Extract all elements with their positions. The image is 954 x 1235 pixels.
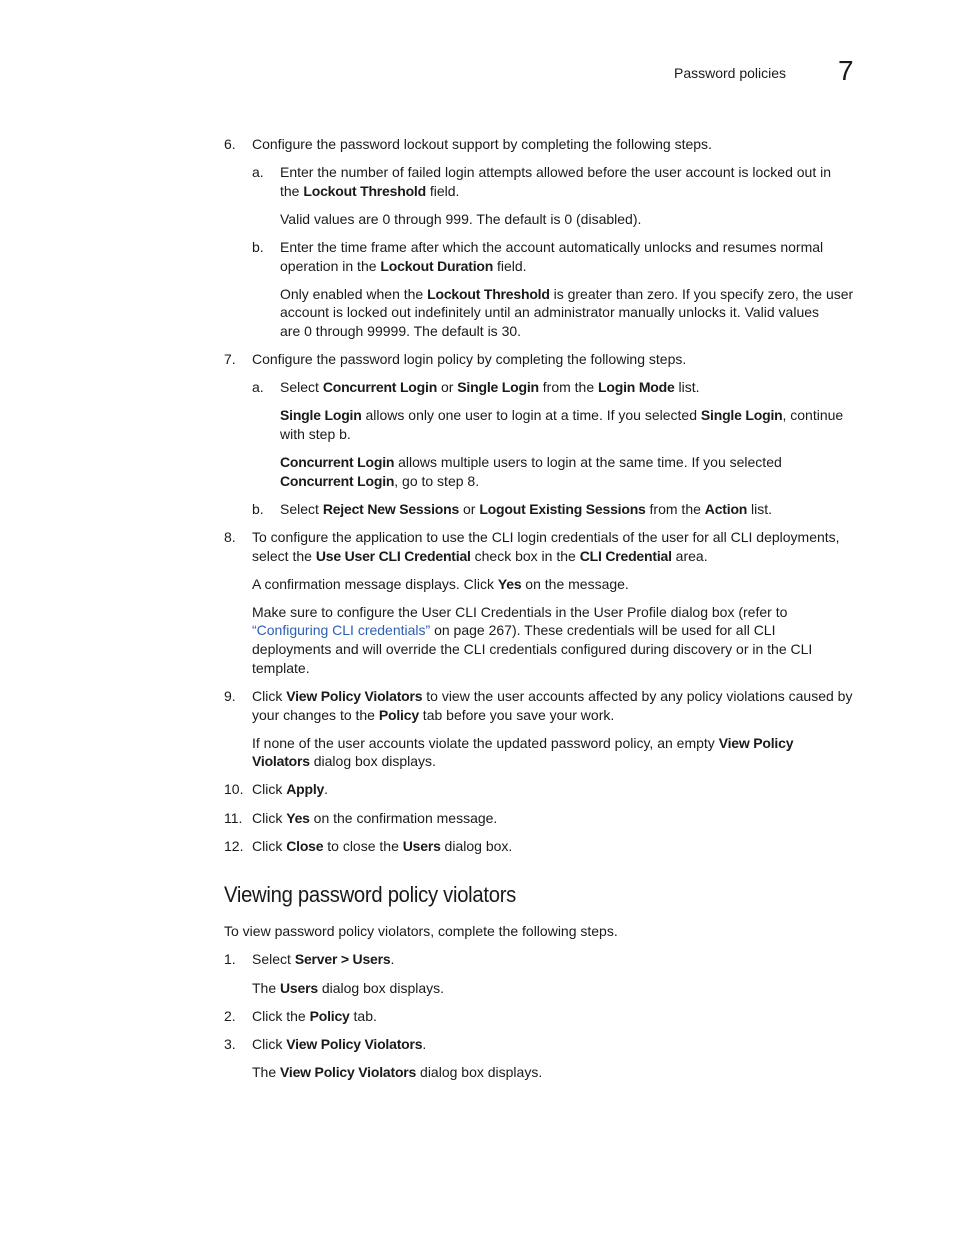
text-run: . (390, 951, 395, 967)
text-run: the (280, 183, 304, 199)
text-line (252, 734, 793, 753)
list-marker: 9. (224, 688, 236, 704)
ui-term: View Policy (718, 735, 794, 751)
ui-term: Use User CLI Credential (315, 548, 471, 564)
ui-term: Users (402, 838, 441, 854)
text-line (280, 406, 843, 425)
ui-term: Users (280, 980, 318, 996)
running-header-title: Password policies (674, 65, 787, 81)
text-run: list. (747, 501, 773, 517)
ui-term: Lockout Duration (380, 258, 494, 274)
ui-term: Login Mode (598, 379, 675, 395)
text-line (280, 285, 853, 304)
text-run: Click (252, 781, 287, 797)
text-line (252, 621, 775, 640)
text-run: check box in the (470, 548, 580, 564)
text-line (280, 322, 521, 341)
text-run: area. (671, 548, 708, 564)
text-run: Click (252, 1036, 287, 1052)
text-run: field. (493, 258, 527, 274)
section-heading: Viewing password policy violators (224, 882, 517, 907)
text-run: , continue (782, 407, 844, 423)
text-line (280, 472, 479, 491)
text-run: Click (252, 838, 287, 854)
ui-term: Close (286, 838, 324, 854)
text-run: are 0 through 99999. The default is 30. (280, 323, 522, 339)
ui-term: View Policy Violators (286, 1036, 423, 1052)
text-line (252, 528, 840, 547)
text-run: Select (252, 951, 295, 967)
text-line (252, 837, 512, 856)
text-line (252, 780, 328, 799)
text-run: to close the (323, 838, 403, 854)
text-run: with step b. (280, 426, 351, 442)
text-run: operation in the (280, 258, 381, 274)
list-marker: 10. (224, 781, 244, 797)
text-run: to view the user accounts affected by any policy violations caused by (422, 688, 853, 704)
ui-term: Concurrent Login (280, 454, 395, 470)
text-line (252, 809, 497, 828)
list-marker: 11. (224, 810, 243, 826)
ui-term: Policy (309, 1008, 350, 1024)
text-run: . (324, 781, 329, 797)
list-marker: 6. (224, 136, 236, 152)
text-line (252, 547, 708, 566)
ui-term: Concurrent Login (280, 473, 395, 489)
list-marker: a. (252, 379, 264, 395)
ui-term: View Policy Violators (286, 688, 423, 704)
text-run: Enter the time frame after which the account automatically unlocks and resumes normal (280, 239, 824, 255)
text-line (280, 500, 772, 519)
text-run: template. (252, 660, 310, 676)
text-run: from the (538, 379, 599, 395)
text-run: Click the (252, 1008, 310, 1024)
list-marker: 2. (224, 1008, 236, 1024)
text-run: Select (280, 501, 323, 517)
list-marker: 3. (224, 1036, 236, 1052)
text-run: Select (280, 379, 323, 395)
list-marker: b. (252, 501, 264, 517)
text-line (252, 659, 310, 678)
text-line (280, 238, 823, 257)
text-run: or (459, 501, 480, 517)
text-run: on the confirmation message. (309, 810, 498, 826)
text-line (252, 1035, 426, 1054)
ui-term: Logout Existing Sessions (479, 501, 646, 517)
text-run: Enter the number of failed login attempts allowed before the user account is locked out in (280, 164, 831, 180)
text-run: field. (425, 183, 460, 199)
text-run: from the (645, 501, 705, 517)
text-run: Click (252, 688, 287, 704)
ui-term: Lockout Threshold (303, 183, 426, 199)
text-run: on page 267). These credentials will be used for all CLI (430, 622, 776, 638)
text-line (252, 640, 812, 659)
text-run: dialog box displays. (317, 980, 445, 996)
ui-term: Yes (286, 810, 310, 826)
text-line (280, 303, 819, 322)
text-run: dialog box displays. (416, 1064, 543, 1080)
ui-term: View Policy Violators (280, 1064, 417, 1080)
ui-term: Single Login (280, 407, 362, 423)
list-marker: 12. (224, 838, 244, 854)
text-run: is greater than zero. If you specify zero, the user (549, 286, 854, 302)
text-line (252, 603, 787, 622)
text-run: allows only one user to login at a time. If you selected (361, 407, 701, 423)
ui-term: Action (704, 501, 748, 517)
text-run: To view password policy violators, complete the following steps. (224, 923, 618, 939)
text-line (280, 425, 351, 444)
text-run: , go to step 8. (394, 473, 480, 489)
ui-term: Apply (286, 781, 325, 797)
text-run: dialog box. (440, 838, 513, 854)
ui-term: Server > Users (294, 951, 391, 967)
text-run: on the message. (521, 576, 629, 592)
text-run: Click (252, 810, 287, 826)
text-run: your changes to the (252, 707, 379, 723)
ui-term: Reject New Sessions (322, 501, 460, 517)
text-line (252, 979, 444, 998)
text-run: deployments and will override the CLI credentials configured during discovery or in the CLI (252, 641, 813, 657)
text-run: Only enabled when the (280, 286, 428, 302)
text-run: or (437, 379, 458, 395)
list-marker: a. (252, 164, 264, 180)
text-run: allows multiple users to login at the same time. If you selected (394, 454, 782, 470)
text-line (224, 922, 618, 941)
ui-term: Yes (497, 576, 522, 592)
ui-term: Violators (252, 753, 310, 769)
text-line (280, 210, 641, 229)
list-marker: b. (252, 239, 264, 255)
text-run: Configure the password lockout support by completing the following steps. (252, 136, 712, 152)
ui-term: CLI Credential (579, 548, 672, 564)
text-run: select the (252, 548, 316, 564)
ui-term: Single Login (457, 379, 539, 395)
text-run: The (252, 980, 281, 996)
text-run: . (422, 1036, 427, 1052)
list-marker: 1. (224, 951, 236, 967)
text-run: dialog box displays. (309, 753, 436, 769)
text-line (280, 453, 782, 472)
cross-reference-link[interactable]: “Configuring CLI credentials” (252, 622, 431, 638)
text-run: tab. (349, 1008, 377, 1024)
text-line (280, 378, 699, 397)
list-marker: 8. (224, 529, 236, 545)
text-line (280, 257, 527, 276)
text-run: tab before you save your work. (418, 707, 615, 723)
text-run: To configure the application to use the CLI login credentials of the user for all CLI deployments, (252, 529, 840, 545)
text-line (252, 950, 394, 969)
text-run: account is locked out indefinitely until an administrator manually unlocks it. Valid values (280, 304, 820, 320)
text-line (252, 575, 629, 594)
text-run: If none of the user accounts violate the updated password policy, an empty (252, 735, 719, 751)
text-line (252, 135, 712, 154)
text-run: Configure the password login policy by completing the following steps. (252, 351, 687, 367)
text-line (252, 706, 614, 725)
text-line (252, 687, 852, 706)
ui-term: Concurrent Login (322, 379, 438, 395)
text-line (280, 163, 831, 182)
ui-term: Policy (378, 707, 419, 723)
ui-term: Lockout Threshold (427, 286, 550, 302)
text-run: The (252, 1064, 281, 1080)
text-line (280, 182, 459, 201)
text-line (252, 1007, 377, 1026)
text-run: Make sure to configure the User CLI Credentials in the User Profile dialog box (refer to (252, 604, 788, 620)
text-run: A confirmation message displays. Click (252, 576, 498, 592)
text-run: Valid values are 0 through 999. The default is 0 (disabled). (280, 211, 642, 227)
chapter-number: 7 (838, 55, 854, 86)
text-run: list. (674, 379, 700, 395)
list-marker: 7. (224, 351, 236, 367)
text-line (252, 1063, 542, 1082)
ui-term: Single Login (700, 407, 783, 423)
text-line (252, 350, 686, 369)
text-line (252, 752, 436, 771)
